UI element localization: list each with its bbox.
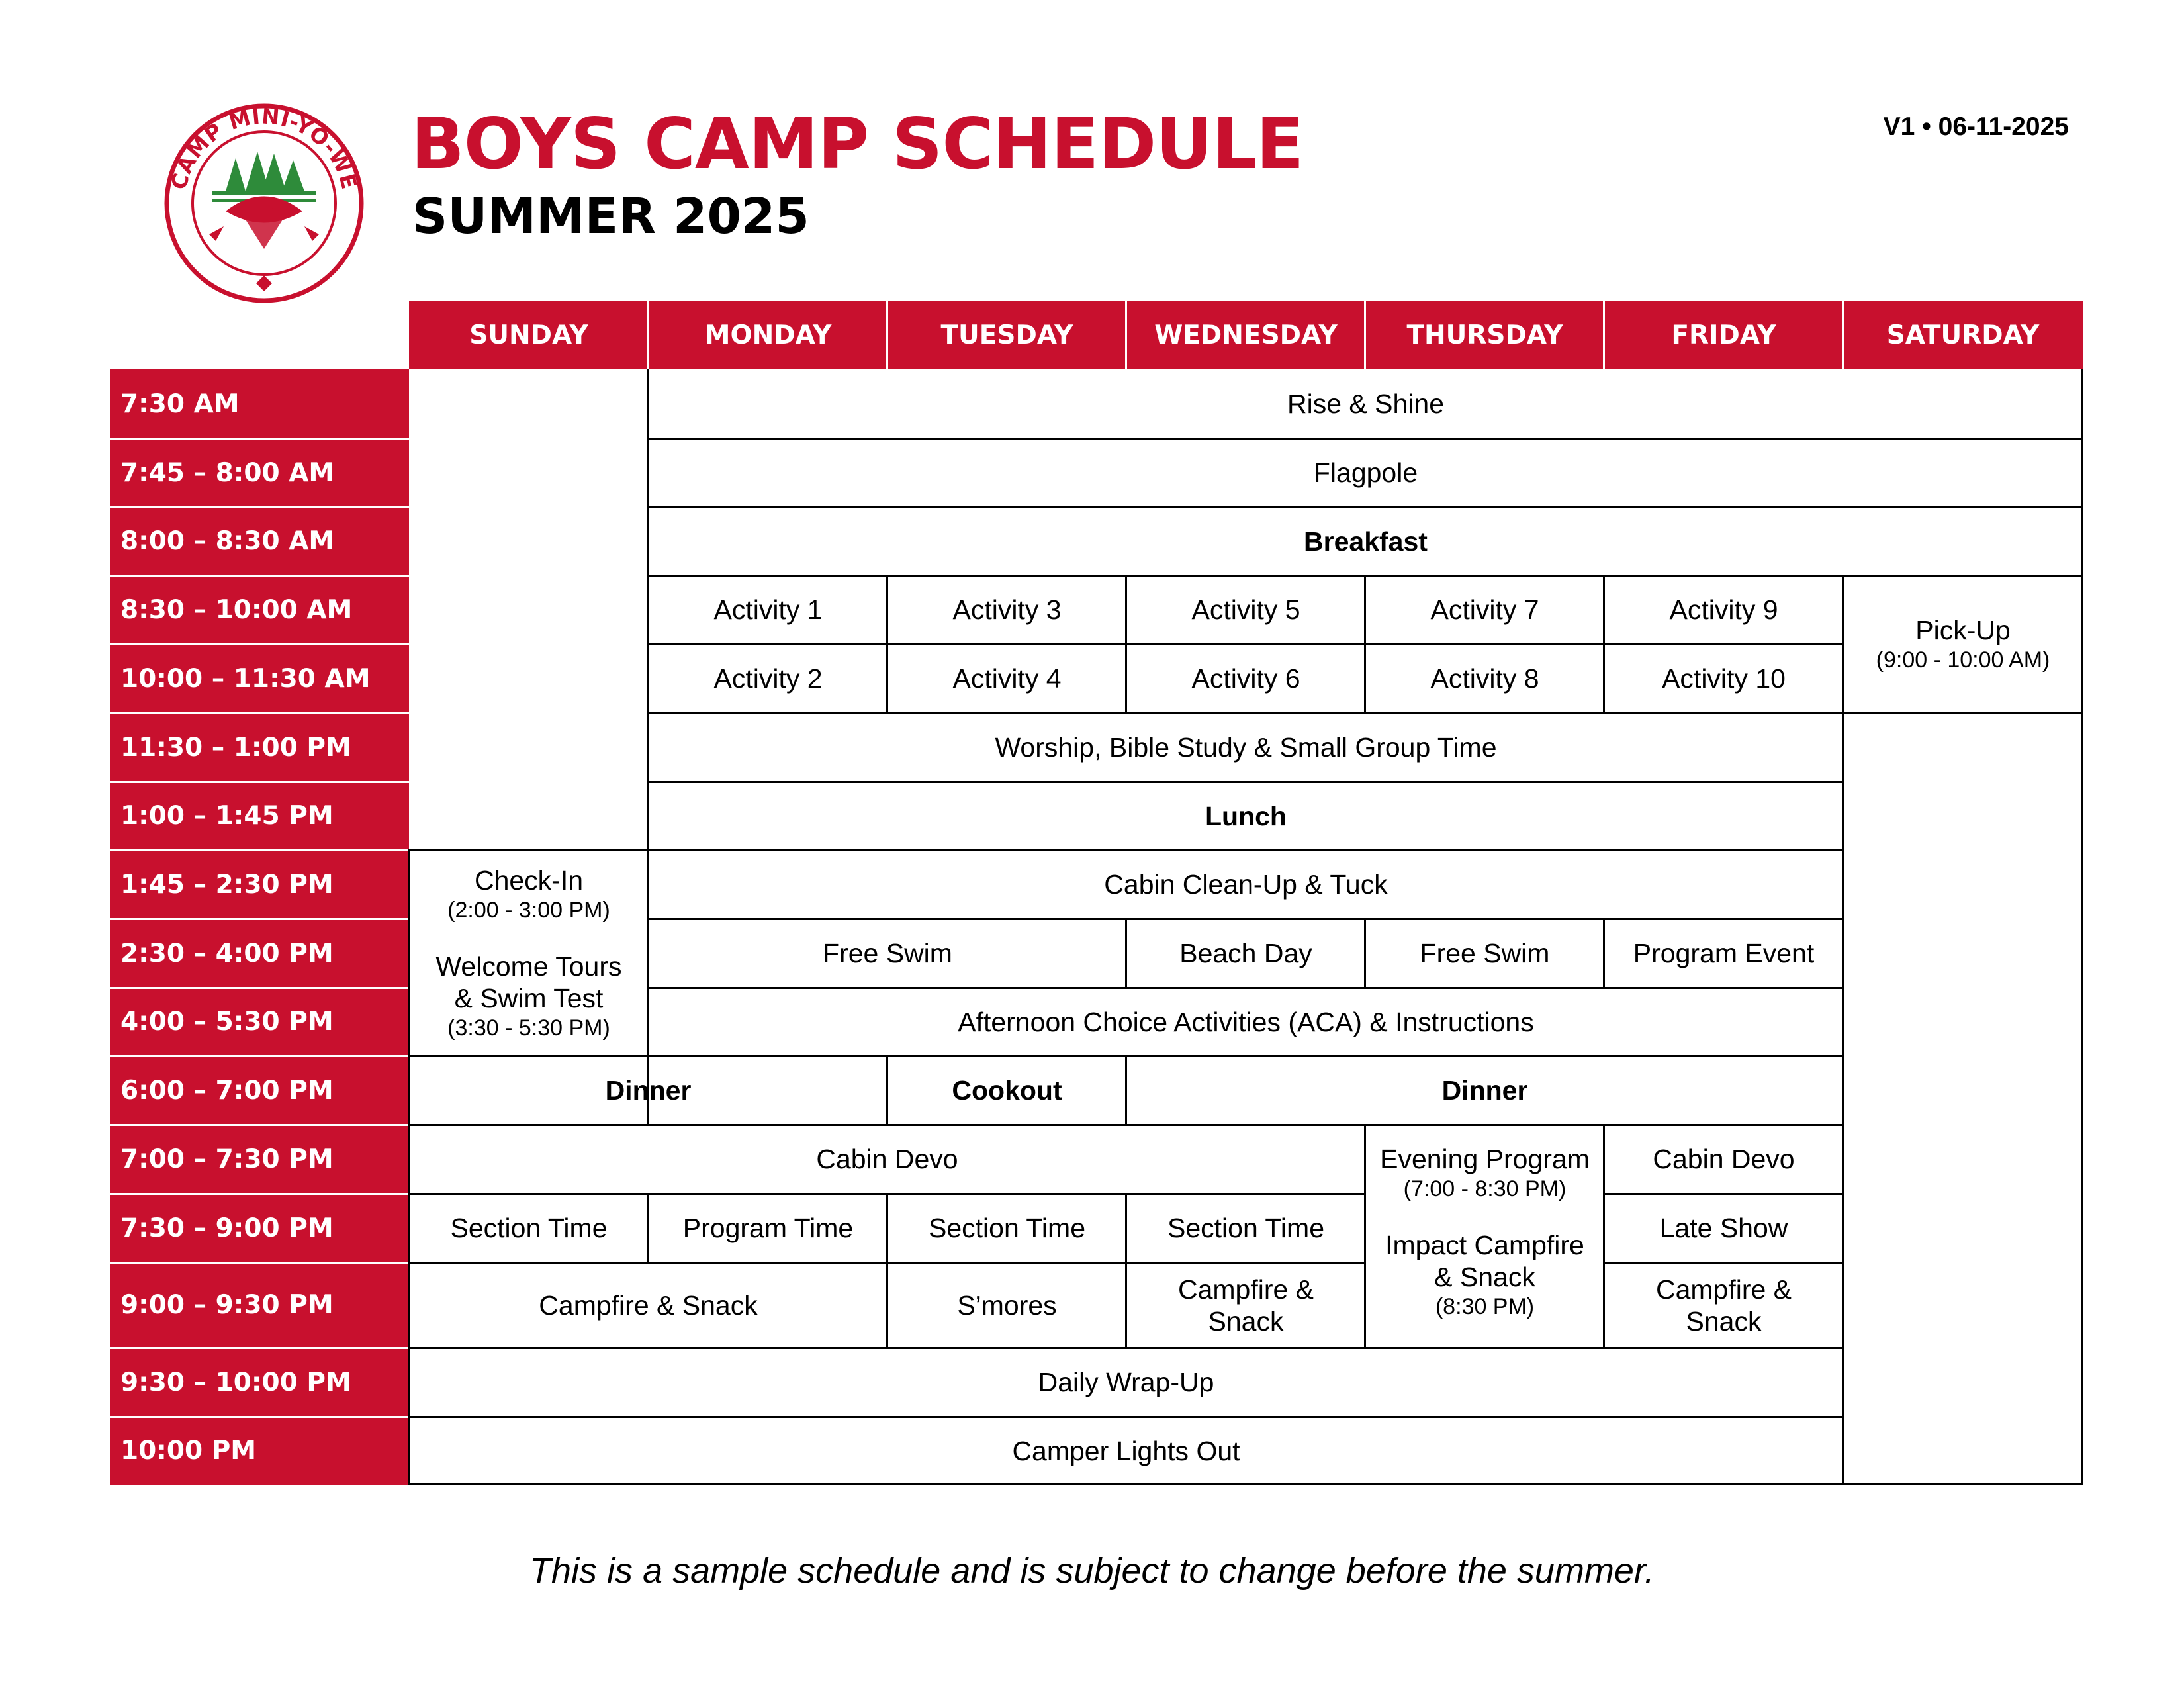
event-cell <box>1365 919 1604 988</box>
event-label: Activity 1 <box>713 594 823 625</box>
event-cell <box>1604 1262 1843 1348</box>
event-cell <box>1365 1125 1604 1348</box>
event-label: Section Time <box>1167 1213 1324 1243</box>
event-cell <box>409 1056 887 1125</box>
event-label: Breakfast <box>1304 526 1428 557</box>
event-cell <box>649 575 887 644</box>
event-cell <box>887 1262 1126 1348</box>
footnote: This is a sample schedule and is subject to change before the summer. <box>529 1551 1655 1591</box>
event-label: Snack <box>1686 1305 1762 1336</box>
event-label: Afternoon Choice Activities (ACA) & Instructions <box>958 1006 1534 1037</box>
event-label: & Swim Test <box>454 982 604 1013</box>
event-label: Program Event <box>1633 938 1815 968</box>
event-label: Program Time <box>682 1213 854 1243</box>
event-cell <box>1604 1125 1843 1194</box>
event-label: S’mores <box>957 1289 1057 1321</box>
event-cell <box>649 782 1843 850</box>
time-label: 8:30 – 10:00 AM <box>110 575 409 644</box>
event-label: Worship, Bible Study & Small Group Time <box>995 732 1497 763</box>
event-label: Activity 8 <box>1430 663 1539 694</box>
time-label: 9:30 – 10:00 PM <box>110 1348 409 1417</box>
page-title: BOYS CAMP SCHEDULE <box>411 103 1304 185</box>
time-label: 7:45 – 8:00 AM <box>110 438 409 507</box>
event-cell <box>887 575 1126 644</box>
event-label: Check-In <box>474 865 584 896</box>
event-cell <box>409 1417 1843 1485</box>
time-label: 7:30 – 9:00 PM <box>110 1194 409 1262</box>
event-cell <box>649 713 1843 782</box>
event-cell <box>649 988 1843 1056</box>
time-label: 7:30 AM <box>110 369 409 438</box>
time-label: 9:00 – 9:30 PM <box>110 1262 409 1348</box>
event-cell <box>1365 644 1604 713</box>
event-cell <box>1604 919 1843 988</box>
event-label: Dinner <box>1441 1075 1528 1105</box>
event-label: Campfire & Snack <box>539 1289 758 1321</box>
day-header-monday: MONDAY <box>649 301 887 369</box>
event-cell <box>1604 644 1843 713</box>
event-label: Evening Program <box>1380 1144 1590 1174</box>
event-label: Pick-Up <box>1915 615 2011 645</box>
event-cell <box>1126 919 1365 988</box>
event-label: Activity 9 <box>1669 594 1778 625</box>
event-cell <box>409 1262 887 1348</box>
time-label: 4:00 – 5:30 PM <box>110 988 409 1056</box>
event-label: Late Show <box>1659 1213 1788 1243</box>
event-cell <box>1126 644 1365 713</box>
event-cell <box>1604 1194 1843 1262</box>
event-label: Lunch <box>1205 800 1287 831</box>
event-cell <box>409 850 649 1056</box>
event-label: Cabin Clean-Up & Tuck <box>1104 869 1388 900</box>
event-cell <box>409 1348 1843 1417</box>
event-cell <box>887 1194 1126 1262</box>
event-label: Welcome Tours <box>435 951 622 982</box>
event-cell <box>1604 575 1843 644</box>
time-label: 1:00 – 1:45 PM <box>110 782 409 850</box>
day-header-tuesday: TUESDAY <box>887 301 1126 369</box>
event-label: Cabin Devo <box>1653 1144 1795 1174</box>
event-label: Free Swim <box>823 938 952 968</box>
version-label: V1 • 06-11-2025 <box>1883 113 2069 141</box>
event-cell <box>649 507 2083 575</box>
logo-text: CAMP MINI-YO-WE <box>165 103 363 193</box>
time-label: 1:45 – 2:30 PM <box>110 850 409 919</box>
event-cell <box>1126 1056 1843 1125</box>
time-label: 10:00 PM <box>110 1417 409 1485</box>
event-time: (9:00 - 10:00 AM) <box>1876 647 2050 673</box>
time-label: 8:00 – 8:30 AM <box>110 507 409 575</box>
event-label: Section Time <box>450 1213 608 1243</box>
time-label: 10:00 – 11:30 AM <box>110 644 409 713</box>
event-cell <box>409 1194 649 1262</box>
event-label: Activity 5 <box>1191 594 1300 625</box>
event-cell <box>887 644 1126 713</box>
event-cell <box>649 1194 887 1262</box>
event-label: Dinner <box>605 1075 692 1105</box>
event-label: Impact Campfire <box>1385 1230 1584 1260</box>
event-time: (2:00 - 3:00 PM) <box>447 897 610 923</box>
event-cell <box>649 369 2083 438</box>
event-label: & Snack <box>1434 1262 1535 1292</box>
day-header-friday: FRIDAY <box>1604 301 1843 369</box>
event-cell <box>409 1125 1365 1194</box>
event-cell <box>649 850 1843 919</box>
event-label: Activity 4 <box>952 663 1062 694</box>
event-cell <box>1843 575 2083 713</box>
time-label: 11:30 – 1:00 PM <box>110 713 409 782</box>
event-label: Beach Day <box>1179 938 1312 968</box>
time-label: 6:00 – 7:00 PM <box>110 1056 409 1125</box>
event-cell <box>649 919 1126 988</box>
page-subtitle: SUMMER 2025 <box>412 188 809 245</box>
event-time: (8:30 PM) <box>1435 1294 1535 1319</box>
event-cell <box>1365 575 1604 644</box>
event-label: Campfire & <box>1177 1274 1314 1305</box>
time-label: 7:00 – 7:30 PM <box>110 1125 409 1194</box>
event-label: Rise & Shine <box>1287 389 1444 419</box>
event-label: Free Swim <box>1420 938 1550 968</box>
event-label: Activity 7 <box>1430 594 1539 625</box>
event-cell <box>1126 1194 1365 1262</box>
event-label: Cookout <box>952 1075 1062 1105</box>
event-label: Daily Wrap-Up <box>1038 1367 1214 1397</box>
event-label: Cabin Devo <box>816 1144 958 1174</box>
day-header-thursday: THURSDAY <box>1365 301 1604 369</box>
event-label: Activity 2 <box>713 663 823 694</box>
event-time: (7:00 - 8:30 PM) <box>1403 1176 1567 1201</box>
event-label: Section Time <box>929 1213 1085 1243</box>
event-cell <box>887 1056 1126 1125</box>
event-label: Camper Lights Out <box>1012 1435 1240 1466</box>
event-label: Activity 6 <box>1191 663 1300 694</box>
event-cell <box>1126 1262 1365 1348</box>
event-time: (3:30 - 5:30 PM) <box>447 1015 610 1041</box>
event-cell <box>649 438 2083 507</box>
event-label: Snack <box>1208 1305 1284 1336</box>
event-cell <box>649 644 887 713</box>
day-header-saturday: SATURDAY <box>1843 301 2083 369</box>
event-label: Flagpole <box>1313 457 1418 488</box>
day-header-sunday: SUNDAY <box>409 301 649 369</box>
event-cell <box>1126 575 1365 644</box>
event-label: Campfire & <box>1655 1274 1792 1305</box>
event-label: Activity 3 <box>952 594 1062 625</box>
day-header-wednesday: WEDNESDAY <box>1126 301 1365 369</box>
time-label: 2:30 – 4:00 PM <box>110 919 409 988</box>
event-label: Activity 10 <box>1662 663 1786 694</box>
